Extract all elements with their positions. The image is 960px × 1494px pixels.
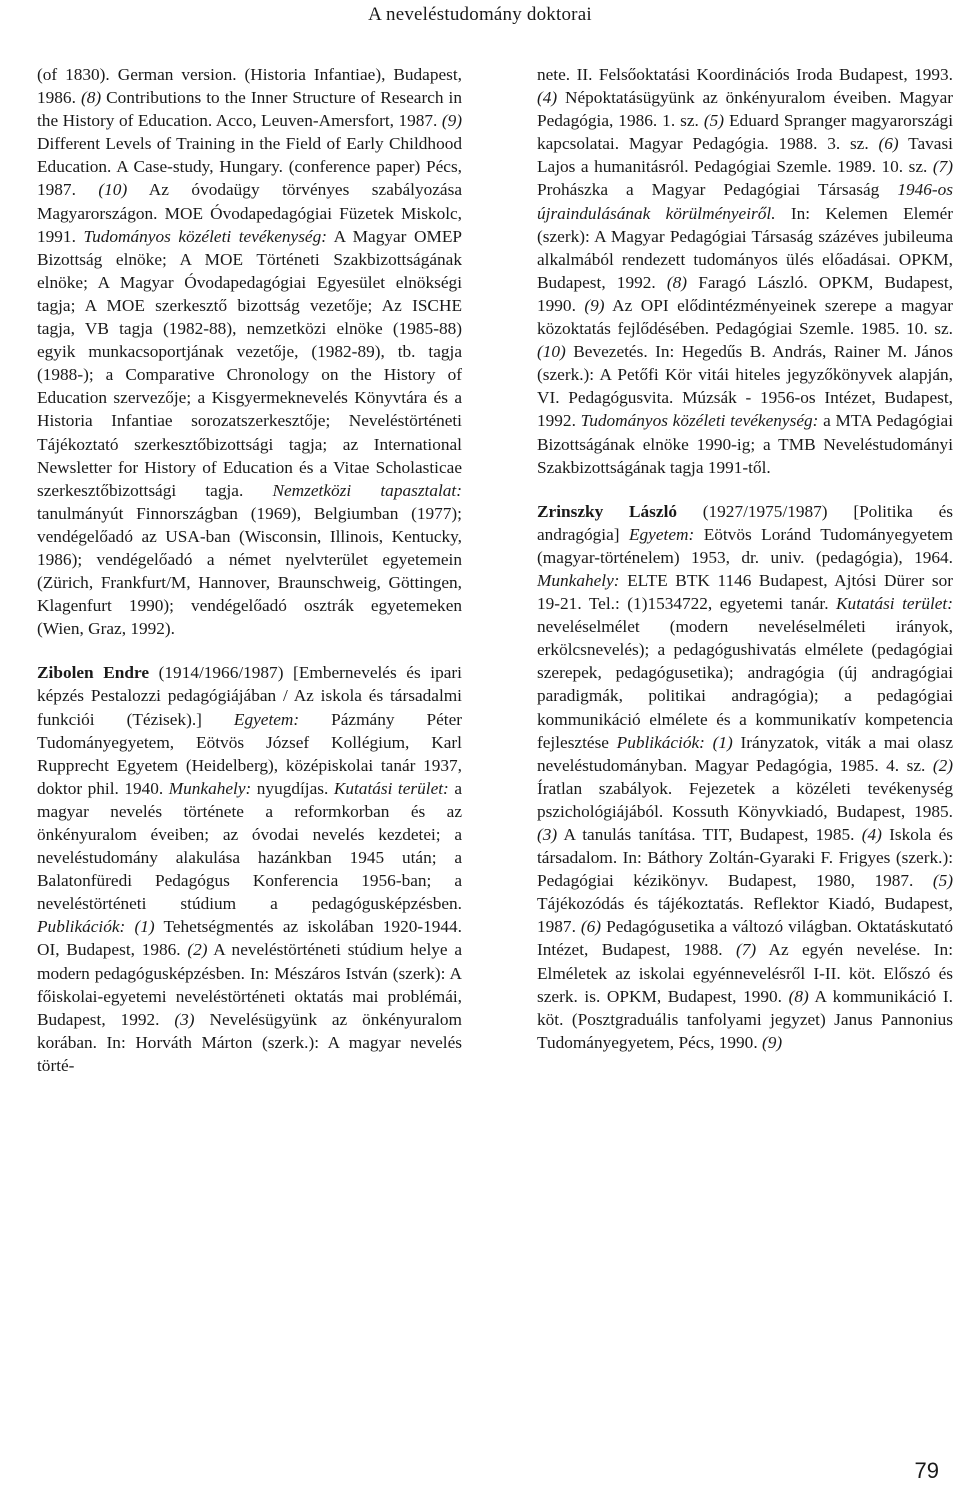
entry-name: Zibolen Endre [37, 663, 150, 683]
italic-label: Egyetem: [628, 524, 695, 544]
text-run: A kommunikáció I. köt. (Posztgraduális tanfolyami jegyzet) Janus Pannonius Tudományegyetem, Pécs, 1990. [537, 986, 953, 1052]
paragraph-continuation-right [537, 63, 953, 479]
text-run: Íratlan szabályok. Fejezetek a közéleti tevékenység pszichológiájából. Kossuth Könyvkiadó, Budapest, 1985. [537, 778, 953, 821]
italic-label: Kutatási terület: [836, 594, 953, 614]
text-run: a magyar nevelés története a reformkorban és az önkényuralom éveiben; az óvodai nevelés kezdetei; a neveléstudomány alakulása hazánkban 1945 után; a Balatonfüredi Pedagógus Konferencia 1956-ban; a neveléstörténeti stúdium a pedagógusképzésben. [37, 778, 462, 914]
italic-label: (10) [537, 342, 566, 362]
right-column [537, 63, 953, 1054]
text-run: a MTA Pedagógiai Bizottságának elnöke 1990-ig; a TMB Neveléstudományi Szakbizottságának tagja 1991-től. [537, 411, 953, 477]
text-run: In: Kelemen Elemér (szerk): A Magyar Pedagógiai Társaság százéves jubileuma alkalmából rendezett tudományos ülés előadásai. OPKM, Budapest, 1992. [537, 203, 953, 292]
left-column [37, 63, 462, 1077]
italic-label: Munkahely: [168, 778, 252, 798]
entry-name: Zrinszky László [537, 501, 678, 521]
text-run: Nevelésügyünk az önkényuralom korában. In: Horváth Márton (szerk.): A magyar nevelés törté- [37, 1009, 462, 1075]
entry-zibolen-endre [37, 661, 462, 1077]
italic-label: Kutatási terület: [333, 778, 449, 798]
italic-label: Tudományos közéleti tevékenység: [83, 226, 327, 246]
text-run: Tájékozódás és tájékoztatás. Reflektor Kiadó, Budapest, 1987. [537, 894, 953, 937]
italic-label: Publikációk: (1) [616, 732, 733, 752]
italic-label: (7) [735, 940, 757, 960]
italic-label: (6) [878, 134, 899, 154]
italic-label: (10) [98, 180, 128, 200]
text-run: Az OPI elődintézményeinek szerepe a magyar közoktatás fejlődésében. Pedagógiai Szemle. 1985. 10. sz. [537, 295, 953, 339]
italic-label: 1946-os újraindulásának körülményeiről. [537, 180, 953, 223]
text-run: Irányzatok, viták a mai olasz neveléstudományban. Magyar Pedagógia, 1985. 4. sz. [537, 732, 954, 775]
italic-label: (4) [537, 88, 558, 108]
text-run: nete. II. Felsőoktatási Koordinációs Iroda Budapest, 1993. [537, 65, 953, 84]
italic-label: (5) [932, 871, 953, 891]
text-run: tanulmányút Finnországban (1969), Belgiumban (1977); vendégelőadó az USA-ban (Wisconsin, Illinois, Kentucky, 1986); vendégelőadó a német nyelvterület egyetemein (Zürich, Frankfurt/M, Hannover, Braunschweig, Göttingen, Klagenfurt 1990); vendégelőadó osztrák egyetemeken (Wien, Graz, 1992). [37, 503, 462, 639]
running-header: A neveléstudomány doktorai [368, 4, 592, 25]
text-run: Eötvös Loránd Tudományegyetem (magyar-történelem) 1953, dr. univ. (pedagógia), 1964. [537, 524, 953, 567]
italic-label: (9) [441, 111, 462, 131]
text-run: Az óvodaügy törvényes szabályozása Magyarországon. MOE Óvodapedagógiai Füzetek Miskolc, 1991. [37, 180, 463, 246]
text-run: nyugdíjas. [251, 778, 334, 798]
italic-label: (4) [861, 825, 882, 844]
italic-label: (2) [932, 755, 953, 775]
italic-label: (9) [584, 295, 605, 315]
text-run: (1914/1966/1987) [Embernevelés és ipari képzés Pestalozzi pedagógiájában / Az iskola és társadalmi funkciói (Tézisek).] [37, 663, 462, 729]
text-run: ELTE BTK 1146 Budapest, Ajtósi Dürer sor 19-21. Tel.: (1)1534722, egyetemi tanár. [537, 570, 953, 614]
text-run: Prohászka a Magyar Pedagógiai Társaság [537, 180, 898, 200]
text-run: A neveléstörténeti stúdium helye a modern pedagógusképzésben. In: Mészáros István (szerk): A főiskolai-egyetemi neveléstörténeti oktatás mai problémái, Budapest, 1992. [37, 940, 462, 1029]
italic-label: Nemzetközi tapasztalat: [272, 480, 462, 500]
italic-label: (8) [80, 88, 102, 108]
text-run: (1927/1975/1987) [Politika és andragógia] [537, 501, 953, 544]
italic-label: Tudományos közéleti tevékenység: [580, 411, 819, 431]
text-run: Tavasi Lajos a humanitásról. Pedagógiai Szemle. 1989. 10. sz. [537, 134, 953, 177]
entry-zrinszky-laszlo [537, 500, 953, 1054]
text-run: Faragó László. OPKM, Budapest, 1990. [537, 272, 953, 315]
page-number: 79 [914, 1458, 939, 1483]
text-run: Pázmány Péter Tudományegyetem, Eötvös József Kollégium, Karl Rupprecht Egyetem (Heidelberg), középiskolai tanár 1937, doktor phil. 1940. [37, 709, 462, 798]
italic-label: (8) [788, 986, 809, 1006]
text-run: Tehetségmentés az iskolában 1920-1944. OI, Budapest, 1986. [37, 917, 462, 960]
italic-label: Publikációk: (1) [37, 917, 155, 937]
italic-label: (9) [761, 1032, 783, 1052]
italic-label: (5) [703, 111, 724, 131]
text-run: A tanulás tanítása. TIT, Budapest, 1985. [557, 825, 862, 844]
italic-label: (3) [537, 825, 558, 844]
text-run: Iskola és társadalom. In: Báthory Zoltán-Gyaraki F. Frigyes (szerk.): Pedagógiai kézikönyv. Budapest, 1980, 1987. [537, 825, 953, 891]
text-run: neveléselmélet (modern neveléselméleti irányok, erkölcsnevelés); a pedagógushivatás elmélete (pedagógiai szerepek, pedagógusetika); andragógia (új andragógiai paradigmák, politikai andragógia); a pedagógiai kommunikáció elmélete és a kommunikatív kompetencia fejlesztése [537, 617, 953, 752]
text-run: (of 1830). German version. (Historia Infantiae), Budapest, 1986. [37, 65, 462, 108]
text-run: A Magyar OMEP Bizottság elnöke; A MOE Történeti Szakbizottságának elnöke; A Magyar Óvodapedagógiai Egyesület elnökségi tagja; A MOE szerkesztő bizottság vezetője; Az ISCHE tagja, VB tagja (1982-88), nemzetközi elnöke (1985-88) egyik munkacsoportjának vezetője, (1982-89), tb. tagja (1988-); a Comparative Chronology on the History of Education szervezője; a Kisgyermeknevelés Könyvtára és a Historia Infantiae sorozatszerkesztője; Neveléstörténeti Tájékoztató szerkesztőbizottsági tagja; az International Newsletter for History of Education és a Vitae Scholasticae szerkesztőbizottsági tagja. [37, 226, 462, 500]
italic-label: (6) [580, 917, 602, 937]
italic-label: (8) [666, 272, 688, 292]
paragraph-continuation [37, 63, 462, 640]
italic-label: (3) [174, 1009, 195, 1029]
text-run: Az egyén nevelése. In: Elméletek az iskolai egyénnevelésről I-II. köt. Előszó és szerk. is. OPKM, Budapest, 1990. [537, 940, 953, 1006]
text-run: Eduard Spranger magyarországi kapcsolatai. Magyar Pedagógia. 1988. 3. sz. [537, 111, 953, 154]
text-run: Contributions to the Inner Structure of Research in the History of Education. Acco, Leuven-Amersfort, 1987. [37, 88, 463, 131]
text-run: Bevezetés. In: Hegedűs B. András, Rainer M. János (szerk.): A Petőfi Kör vitái hiteles jegyzőkönyvek alapján, VI. Pedagógusvita. Múzsák - 1956-os Intézet, Budapest, 1992. [537, 342, 953, 431]
italic-label: (2) [187, 940, 208, 960]
italic-label: Egyetem: [233, 709, 300, 729]
text-run: Népoktatásügyünk az önkényuralom éveiben. Magyar Pedagógia, 1986. 1. sz. [537, 88, 953, 131]
text-run: Different Levels of Training in the Field of Early Childhood Education. A Case-study, Hungary. (conference paper) Pécs, 1987. [37, 134, 462, 200]
italic-label: (7) [932, 157, 953, 177]
text-run: Pedagógusetika a változó világban. Oktatáskutató Intézet, Budapest, 1988. [537, 917, 953, 960]
italic-label: Munkahely: [537, 570, 620, 590]
